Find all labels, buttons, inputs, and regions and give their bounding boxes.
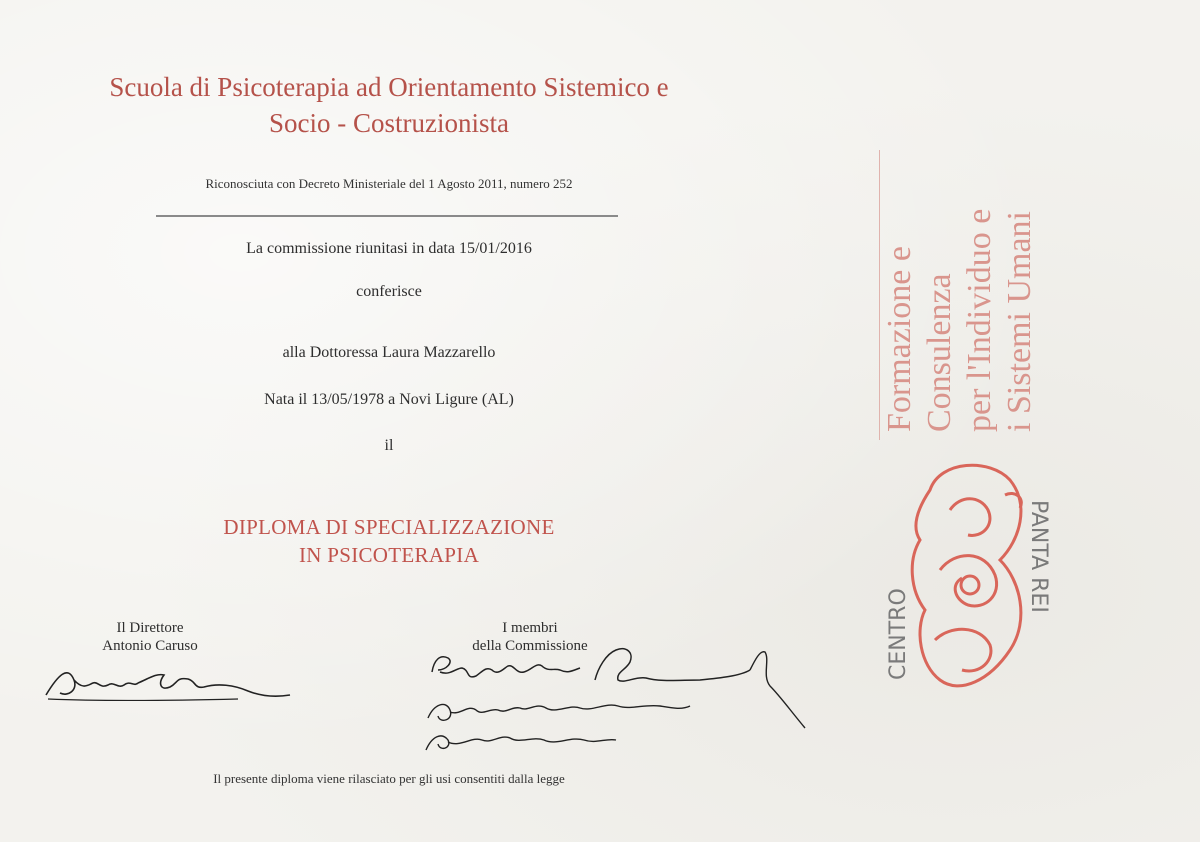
diploma-title-line2: IN PSICOTERAPIA: [298, 543, 480, 567]
side-divider: [879, 150, 880, 440]
commission-text: La commissione riunitasi in data 15/01/2016: [246, 240, 532, 257]
confers-text: conferisce: [356, 283, 422, 300]
diploma-title-line1: DIPLOMA DI SPECIALIZZAZIONE: [223, 515, 555, 539]
side-text-individuo: per l'Individuo e: [961, 208, 998, 432]
stamp-text-centro: CENTRO: [886, 588, 911, 680]
divider: [156, 215, 618, 217]
side-text-consulenza: Consulenza: [921, 273, 958, 432]
commission-signatures: [420, 640, 820, 765]
school-title-line1: Scuola di Psicoterapia ad Orientamento Sistemico e: [109, 72, 669, 102]
centro-panta-rei-logo: [870, 450, 1060, 740]
director-title: Il Direttore: [116, 620, 184, 636]
members-label-line2: della Commissione: [472, 638, 588, 654]
members-label-line1: I membri: [502, 620, 558, 636]
il-text: il: [384, 437, 394, 454]
recipient-text: alla Dottoressa Laura Mazzarello: [282, 344, 496, 361]
school-title-line2: Socio - Costruzionista: [269, 108, 509, 138]
stamp-text-panta-rei: PANTA REI: [1026, 500, 1051, 613]
recognition-text: Riconosciuta con Decreto Ministeriale del 1 Agosto 2011, numero 252: [205, 176, 573, 191]
side-text-sistemi: i Sistemi Umani: [1001, 211, 1038, 432]
footer-note: Il presente diploma viene rilasciato per gli usi consentiti dalla legge: [213, 771, 565, 786]
director-name: Antonio Caruso: [102, 638, 198, 654]
side-text-formazione: Formazione e: [881, 246, 918, 432]
birth-text: Nata il 13/05/1978 a Novi Ligure (AL): [264, 391, 514, 408]
director-signature: [38, 655, 298, 710]
